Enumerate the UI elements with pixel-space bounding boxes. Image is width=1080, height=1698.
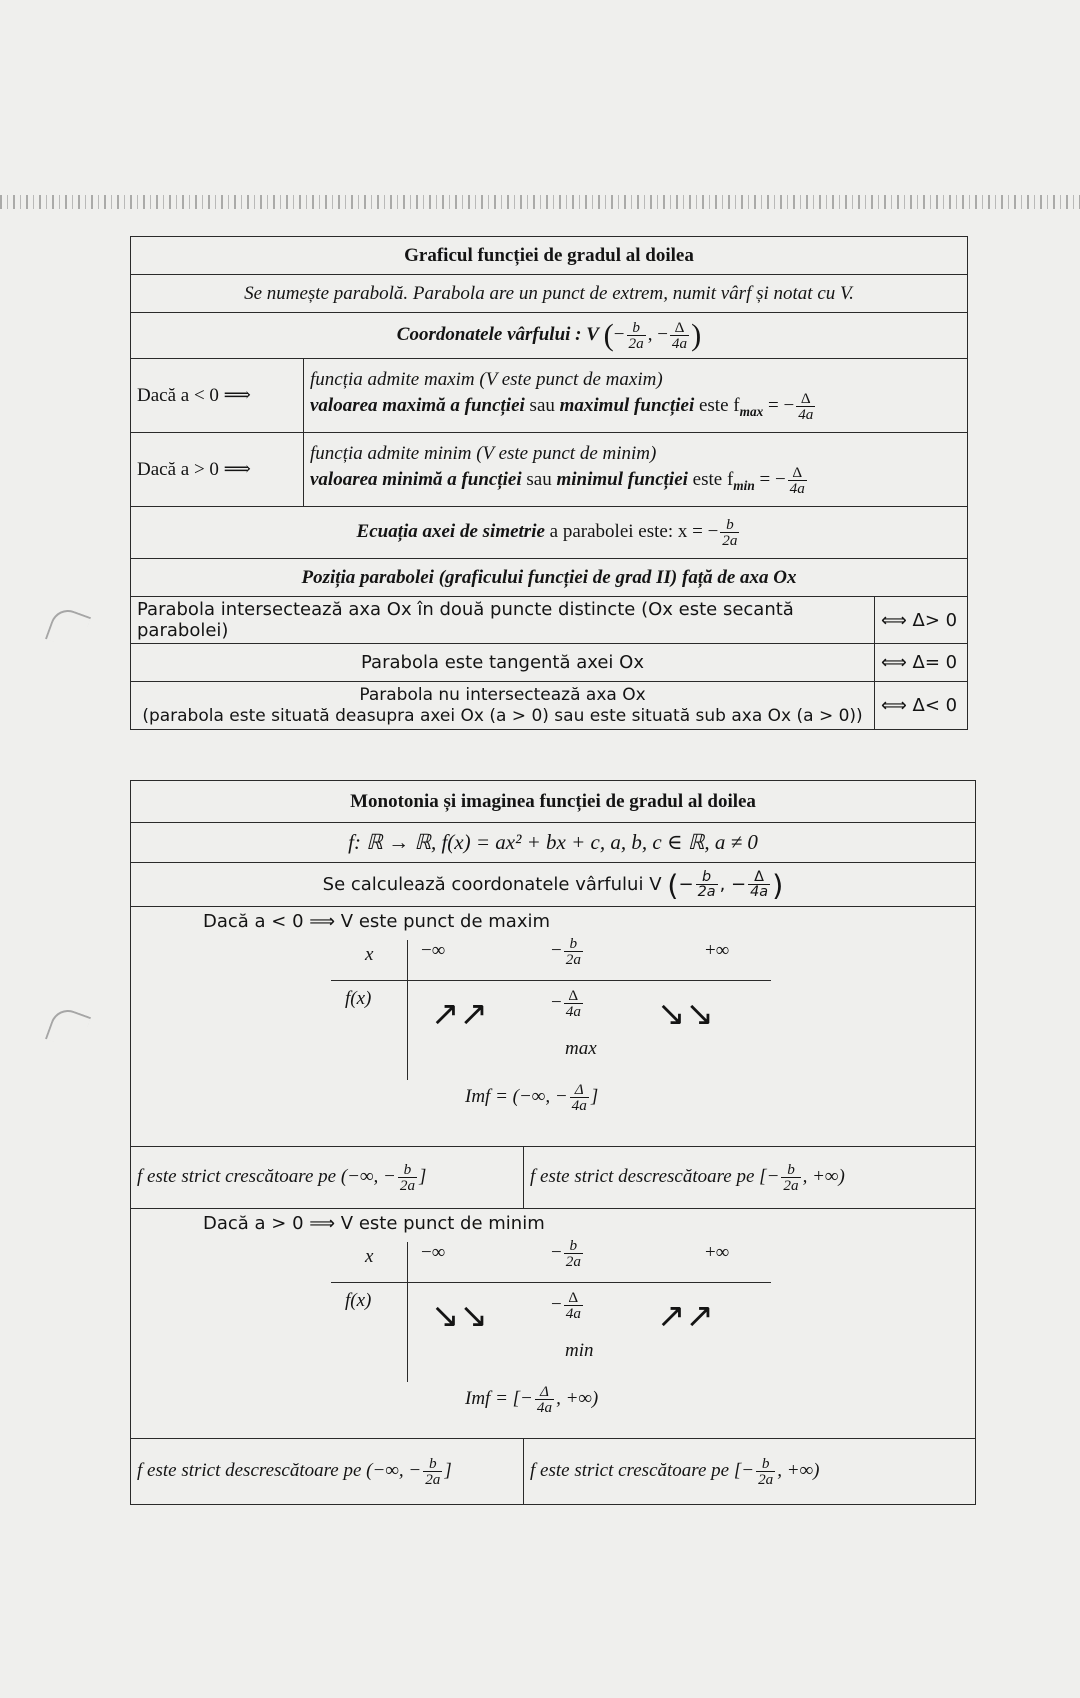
maximum-description: funcția admite maxim (V este punct de maxim) valoarea maximă a funcției sau maximul funcției este $f_{max}$ = − $\frac{\Delta}{4a}$ [304,359,968,433]
variation-table-max: Dacă a < 0 ⟹ V este punct de maxim x −∞ − $\frac{b}{2a}$ +∞ f(x) ↗↗ − $\frac{\Delta}{4a}$ max ↘↘ Imf = (−∞, − $\frac{\Delta}{4a}$ ] [131,907,976,1147]
scan-noise-line [0,195,1080,209]
condition-delta-positive: ⟺ Δ> 0 [875,597,968,644]
function-definition: f: ℝ → ℝ, f(x) = ax² + bx + c, a, b, c ∈ ℝ, a ≠ 0 [131,823,976,863]
heading-max: Dacă a < 0 ⟹ V este punct de maxim [203,911,551,932]
table1-title: Graficul funcției de gradul al doilea [131,237,968,275]
monotony-left-min: f este strict descrescătoare pe (−∞, − $\frac{b}{2a}$ ] [131,1439,524,1505]
monotony-right-max: f este strict descrescătoare pe [− $\frac{b}{2a}$ , +∞) [524,1147,976,1209]
image-max: Imf = (−∞, − $\frac{\Delta}{4a}$ ] [465,1081,599,1115]
monotony-left-max: f este strict crescătoare pe (−∞, − $\frac{b}{2a}$ ] [131,1147,524,1209]
vertex-coordinates: Coordonatele vârfului : V (− $\frac{b}{2a}$ , − $\frac{\Delta}{4a}$ ) [131,313,968,359]
image-min: Imf = [− $\frac{\Delta}{4a}$ , +∞) [465,1383,599,1417]
increasing-arrows: ↗↗ [431,994,488,1034]
symmetry-axis-equation: Ecuația axei de simetrie a parabolei este: x = − $\frac{b}{2a}$ [131,507,968,559]
punch-hole-mark [45,605,91,651]
condition-delta-zero: ⟺ Δ= 0 [875,644,968,682]
parabola-definition: Se numește parabolă. Parabola are un punct de extrem, numit vârf și notat cu V. [131,275,968,313]
monotony-right-min: f este strict crescătoare pe [− $\frac{b}{2a}$ , +∞) [524,1439,976,1505]
condition-a-positive: Dacă a > 0 ⟹ [131,433,304,507]
vertex-calculation: Se calculează coordonatele vârfului V (− $\frac{b}{2a}$ , − $\frac{\Delta}{4a}$ ) [131,863,976,907]
table2-title: Monotonia și imaginea funcției de gradul al doilea [131,781,976,823]
heading-min: Dacă a > 0 ⟹ V este punct de minim [203,1213,545,1234]
minimum-description: funcția admite minim (V este punct de minim) valoarea minimă a funcției sau minimul funcției este $f_{min}$ = − $\frac{\Delta}{4a}$ [304,433,968,507]
punch-hole-mark [45,1005,91,1051]
condition-delta-negative: ⟺ Δ< 0 [875,682,968,730]
decreasing-arrows: ↘↘ [657,994,714,1034]
monotony-table [130,780,976,1505]
variation-table-min: Dacă a > 0 ⟹ V este punct de minim x −∞ − $\frac{b}{2a}$ +∞ f(x) ↘↘ − $\frac{\Delta}{4a}$ min ↗↗ Imf = [− $\frac{\Delta}{4a}$ , +∞) [131,1209,976,1439]
decreasing-arrows: ↘↘ [431,1296,488,1336]
parabola-graph-table [130,236,968,730]
condition-a-negative: Dacă a < 0 ⟹ [131,359,304,433]
position-row-tangent: Parabola este tangentă axei Ox [131,644,875,682]
position-row-secant: Parabola intersectează axa Ox în două puncte distincte (Ox este secantă parabolei) [131,597,875,644]
increasing-arrows: ↗↗ [657,1296,714,1336]
position-row-no-intersection: Parabola nu intersectează axa Ox (parabola este situată deasupra axei Ox (a > 0) sau este situată sub axa Ox (a > 0)) [131,682,875,730]
position-title: Poziția parabolei (graficului funcției de grad II) față de axa Ox [131,559,968,597]
